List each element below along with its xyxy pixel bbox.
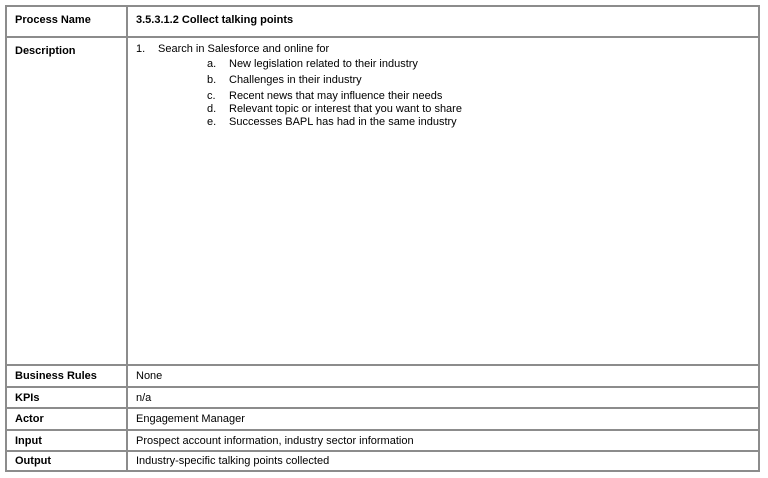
actor-value: Engagement Manager [136, 413, 245, 425]
output-value: Industry-specific talking points collected [136, 455, 330, 467]
subitem-letter: e. [207, 116, 217, 128]
output-label: Output [7, 452, 128, 470]
business-rules-value: None [136, 370, 163, 382]
description-subitem-d [207, 103, 462, 115]
output-row [7, 452, 758, 470]
description-row [7, 38, 758, 366]
step-number: 1. [136, 43, 146, 55]
business-rules-label: Business Rules [7, 366, 128, 386]
subitem-text: Successes BAPL has had in the same industry [229, 116, 457, 128]
subitem-text: Recent news that may influence their needs [229, 90, 443, 102]
subitem-text: Challenges in their industry [229, 74, 362, 86]
subitem-letter: d. [207, 103, 217, 115]
kpis-row [7, 388, 758, 409]
input-value: Prospect account information, industry sector information [136, 435, 414, 447]
process-name-value: 3.5.3.1.2 Collect talking points [136, 14, 294, 26]
kpis-value: n/a [136, 392, 152, 404]
subitem-letter: a. [207, 58, 217, 70]
actor-label: Actor [7, 409, 128, 429]
input-row [7, 431, 758, 452]
description-step [136, 43, 329, 55]
description-subitem-a [207, 58, 418, 70]
description-label: Description [7, 38, 128, 364]
step-text: Search in Salesforce and online for [158, 43, 330, 55]
subitem-letter: b. [207, 74, 217, 86]
actor-row [7, 409, 758, 431]
description-value [128, 38, 758, 364]
process-name-label: Process Name [7, 7, 128, 36]
kpis-label: KPIs [7, 388, 128, 407]
subitem-text: New legislation related to their industry [229, 58, 418, 70]
description-subitem-c [207, 90, 442, 102]
input-label: Input [7, 431, 128, 450]
subitem-text: Relevant topic or interest that you want to share [229, 103, 462, 115]
subitem-letter: c. [207, 90, 216, 102]
process-table [5, 5, 760, 472]
process-name-row [7, 7, 758, 38]
business-rules-row [7, 366, 758, 388]
description-subitem-b [207, 74, 362, 86]
description-subitem-e [207, 116, 457, 128]
